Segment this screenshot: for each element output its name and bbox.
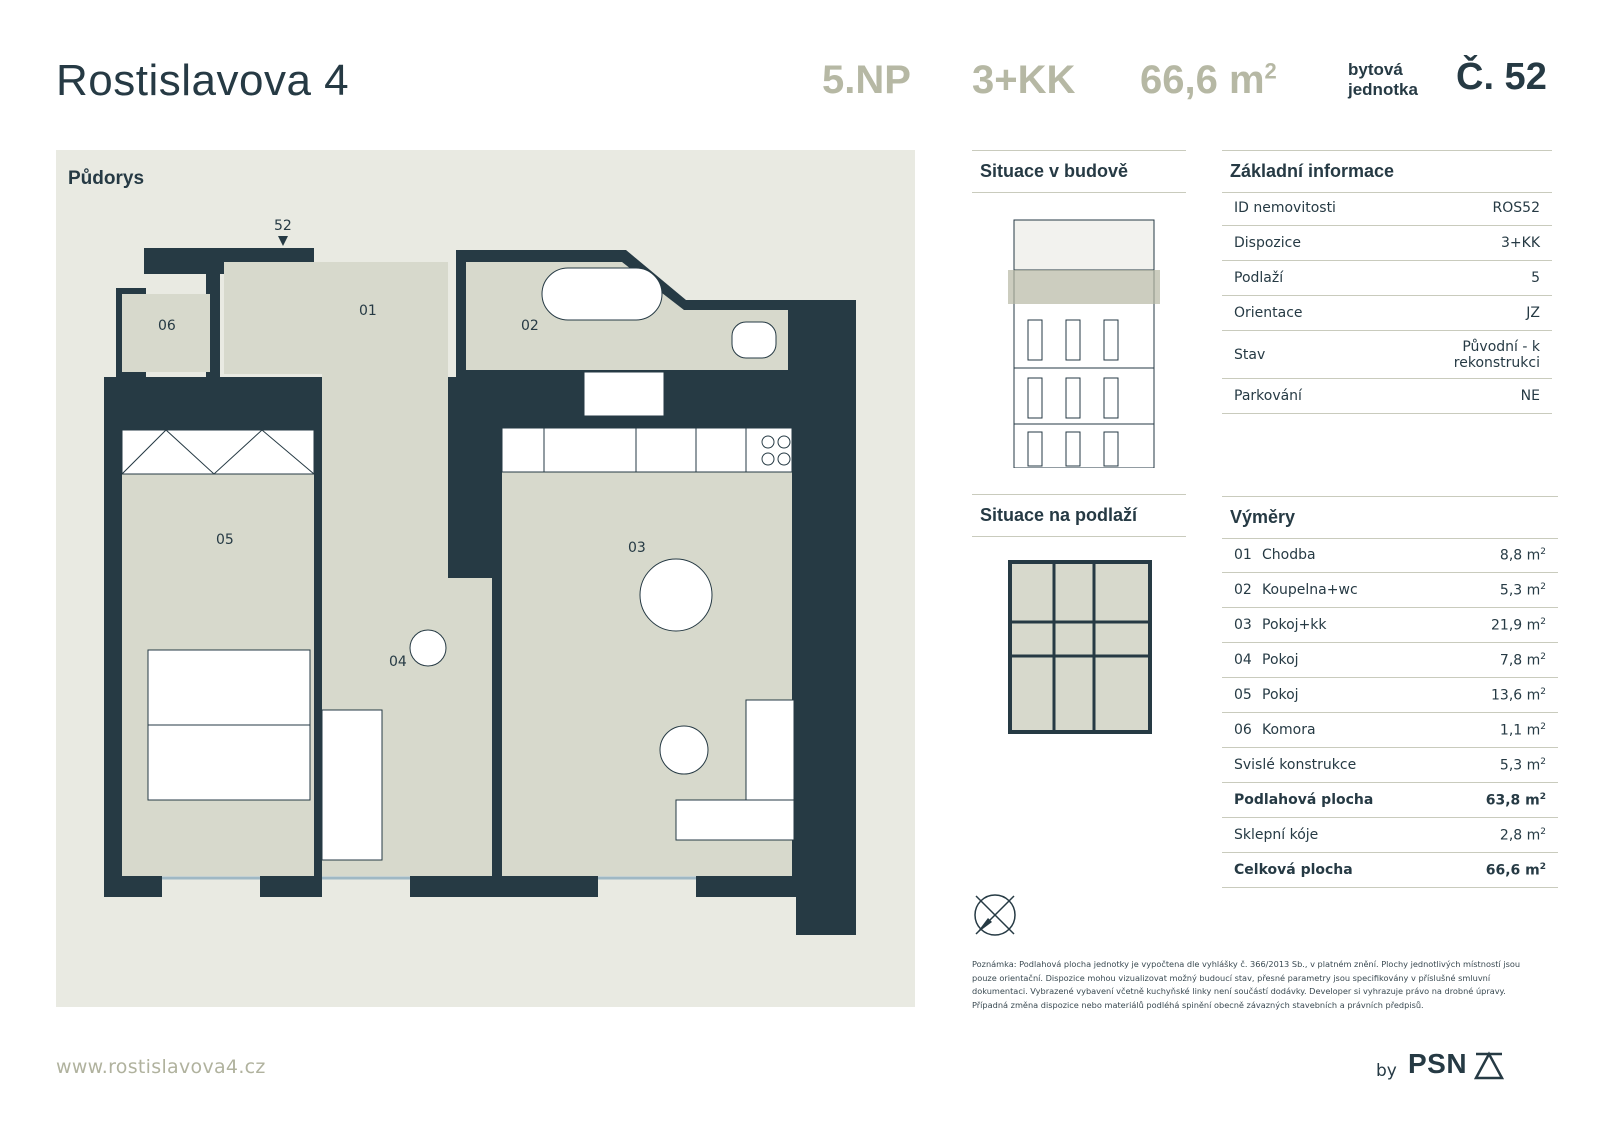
areas-label (1234, 687, 1299, 703)
floor-situation-title: Situace na podlaží (972, 494, 1186, 537)
areas-value (1486, 792, 1546, 809)
website-link[interactable]: www.rostislavova4.cz (56, 1056, 266, 1078)
areas-unit-sup: 2 (1540, 721, 1546, 732)
unit-label-line1: bytová (1348, 60, 1403, 79)
areas-number: 1,1 (1499, 722, 1523, 739)
areas-unit-sup: 2 (1540, 651, 1546, 662)
areas-name: Chodba (1262, 547, 1316, 563)
psn-logo-icon (1474, 1050, 1504, 1080)
unit-number: Č. 52 (1456, 56, 1547, 98)
room-label-03: 03 (628, 540, 646, 556)
basic-info-row (1222, 261, 1552, 296)
basic-info-row (1222, 296, 1552, 331)
unit-label (1348, 60, 1418, 100)
basic-info-label: Podlaží (1234, 270, 1284, 286)
areas-name: Pokoj (1262, 687, 1299, 703)
areas-unit-sup: 2 (1539, 861, 1546, 872)
areas-row (1222, 818, 1558, 853)
basic-info-table (1222, 190, 1552, 414)
areas-row (1222, 608, 1558, 643)
basic-info-row (1222, 331, 1552, 379)
building-facade-drawing (1004, 208, 1164, 468)
areas-unit: m (1526, 687, 1541, 704)
areas-unit: m (1526, 757, 1541, 774)
room-label-06: 06 (158, 318, 176, 334)
basic-info-value: JZ (1526, 305, 1540, 321)
areas-unit: m (1526, 722, 1541, 739)
areas-value (1491, 687, 1546, 704)
entrance-label: 52 (274, 218, 292, 234)
room-label-02: 02 (521, 318, 539, 334)
basic-info-value (1454, 339, 1540, 371)
compass-icon (972, 892, 1018, 938)
basic-info-value: 3+KK (1501, 235, 1540, 251)
building-situation-title: Situace v budově (972, 150, 1186, 193)
basic-info-label: Stav (1234, 346, 1266, 363)
room-label-04: 04 (389, 654, 407, 670)
areas-unit: m (1526, 617, 1541, 634)
areas-label (1234, 827, 1318, 843)
stav-line2: rekonstrukci (1453, 354, 1540, 371)
areas-number: 13,6 (1491, 687, 1523, 704)
areas-value (1500, 722, 1546, 739)
areas-unit-sup: 2 (1540, 826, 1546, 837)
floor-situation-drawing (1004, 556, 1164, 736)
stav-line1: Původní - k (1462, 338, 1540, 355)
areas-unit: m (1525, 862, 1540, 879)
areas-unit-sup: 2 (1540, 756, 1546, 767)
basic-info-row (1222, 190, 1552, 226)
areas-name: Pokoj (1262, 652, 1299, 668)
areas-label (1234, 547, 1316, 563)
basic-info-row (1222, 226, 1552, 261)
areas-code: 02 (1234, 582, 1252, 598)
areas-name: Pokoj+kk (1262, 617, 1327, 633)
brand-title: Rostislavova 4 (56, 56, 350, 105)
areas-row (1222, 748, 1558, 783)
areas-unit: m (1526, 827, 1541, 844)
areas-number: 63,8 (1485, 792, 1521, 809)
basic-info-value: ROS52 (1492, 199, 1540, 216)
basic-info-label: Orientace (1234, 305, 1303, 321)
room-label-05: 05 (216, 532, 234, 548)
areas-value (1500, 652, 1546, 669)
floor-plan-panel (56, 150, 915, 1007)
areas-number: 8,8 (1499, 547, 1523, 564)
areas-code: 06 (1234, 722, 1252, 738)
disclaimer-note: Poznámka: Podlahová plocha jednotky je vypočtena dle vyhlášky č. 366/2013 Sb., v platném znění. Plochy jednotlivých místností jsou pouze orientační. Dispozice mohou vizualizovat možný budoucí stav, přesné parametry jsou specifikovány v příslušné smluvní dokumentaci. Vybrazené vybavení včetně kuchyňské linky není součástí dodávky. Developer si vyhrazuje právo na drobné úpravy. Případná změna dispozice nebo materiálů podléhá spinění obecně závazných stavebních a právních předpisů. (972, 959, 1521, 1010)
areas-number: 2,8 (1499, 827, 1523, 844)
basic-info-label: ID nemovitosti (1234, 199, 1336, 216)
areas-unit-sup: 2 (1540, 581, 1546, 592)
areas-row (1222, 853, 1558, 888)
areas-unit: m (1525, 792, 1540, 809)
areas-number: 21,9 (1491, 617, 1523, 634)
basic-info-value: 5 (1531, 270, 1540, 286)
areas-name: Sklepní kóje (1234, 827, 1319, 843)
areas-value (1500, 827, 1546, 844)
areas-name: Svislé konstrukce (1234, 757, 1357, 773)
floor-stat: 5.NP (822, 58, 911, 102)
company-logo: PSN (1408, 1048, 1468, 1079)
areas-row (1222, 538, 1558, 573)
areas-unit-sup: 2 (1540, 686, 1546, 697)
areas-label (1234, 722, 1316, 738)
areas-code: 05 (1234, 687, 1252, 703)
areas-row (1222, 643, 1558, 678)
areas-label (1234, 652, 1299, 668)
areas-table (1222, 538, 1558, 888)
basic-info-value: NE (1520, 388, 1540, 404)
area-stat (1140, 58, 1277, 103)
areas-name: Podlahová plocha (1234, 792, 1374, 808)
areas-row (1222, 783, 1558, 818)
areas-value (1486, 862, 1546, 879)
areas-value (1500, 582, 1546, 599)
areas-name: Komora (1262, 722, 1316, 738)
areas-name: Celková plocha (1234, 862, 1353, 878)
floor-plan-drawing (56, 150, 915, 1007)
areas-code: 01 (1234, 547, 1252, 563)
areas-label (1234, 862, 1353, 878)
areas-unit: m (1526, 652, 1541, 669)
areas-number: 66,6 (1485, 862, 1521, 879)
areas-label (1234, 582, 1358, 598)
areas-unit: m (1526, 582, 1541, 599)
areas-label (1234, 757, 1356, 773)
area-sup: 2 (1264, 58, 1277, 84)
areas-number: 7,8 (1499, 652, 1523, 669)
areas-unit: m (1526, 547, 1541, 564)
areas-row (1222, 713, 1558, 748)
plan-title: Půdorys (68, 168, 145, 189)
basic-info-title: Základní informace (1222, 150, 1552, 193)
area-value: 66,6 m (1140, 58, 1265, 102)
basic-info-label: Dispozice (1234, 235, 1301, 251)
areas-label (1234, 617, 1327, 633)
areas-label (1234, 792, 1373, 808)
areas-code: 03 (1234, 617, 1252, 633)
areas-code: 04 (1234, 652, 1252, 668)
areas-name: Koupelna+wc (1262, 582, 1358, 598)
areas-value (1500, 547, 1546, 564)
areas-title: Výměry (1222, 496, 1558, 539)
areas-value (1500, 757, 1546, 774)
areas-unit-sup: 2 (1540, 546, 1546, 557)
room-label-01: 01 (359, 303, 377, 319)
by-label: by (1376, 1061, 1397, 1081)
basic-info-row (1222, 379, 1552, 414)
areas-unit-sup: 2 (1540, 616, 1546, 627)
layout-stat: 3+KK (972, 58, 1076, 102)
areas-unit-sup: 2 (1539, 791, 1546, 802)
areas-number: 5,3 (1499, 582, 1523, 599)
basic-info-label: Parkování (1234, 388, 1302, 404)
areas-value (1491, 617, 1546, 634)
areas-row (1222, 678, 1558, 713)
areas-row (1222, 573, 1558, 608)
areas-number: 5,3 (1499, 757, 1523, 774)
unit-label-line2: jednotka (1348, 80, 1418, 99)
